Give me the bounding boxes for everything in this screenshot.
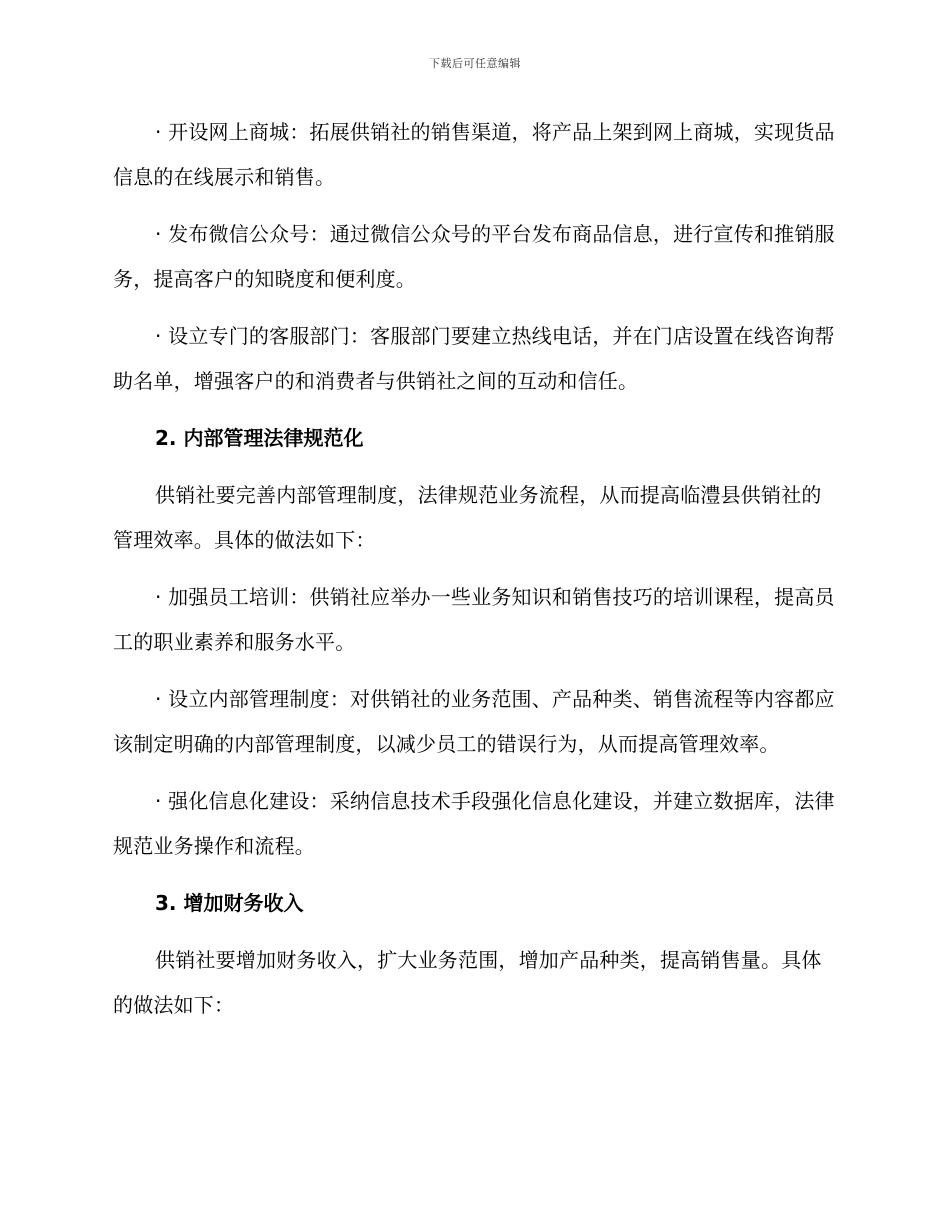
paragraph-informatization: · 强化信息化建设：采纳信息技术手段强化信息化建设，并建立数据库，法律规范业务操作和流程。 <box>113 789 835 858</box>
paragraph-financial-income-intro: 供销社要增加财务收入，扩大业务范围，增加产品种类，提高销售量。具体的做法如下： <box>113 948 822 1017</box>
paragraph-staff-training: · 加强员工培训：供销社应举办一些业务知识和销售技巧的培训课程，提高员工的职业素养和服务水平。 <box>113 585 835 654</box>
paragraph-wechat-account: · 发布微信公众号：通过微信公众号的平台发布商品信息，进行宣传和推销服务，提高客户的知晓度和便利度。 <box>113 222 835 291</box>
paragraph-internal-management-intro: 供销社要完善内部管理制度，法律规范业务流程，从而提高临澧县供销社的管理效率。具体的做法如下： <box>113 483 822 552</box>
section-heading-internal-management: 2. 内部管理法律规范化 <box>155 426 364 450</box>
paragraph-management-system: · 设立内部管理制度：对供销社的业务范围、产品种类、销售流程等内容都应该制定明确的内部管理制度，以减少员工的错误行为，从而提高管理效率。 <box>113 687 835 756</box>
paragraph-online-mall: · 开设网上商城：拓展供销社的销售渠道，将产品上架到网上商城，实现货品信息的在线展示和销售。 <box>113 120 835 189</box>
document-body <box>113 110 835 1040</box>
section-heading-financial-income: 3. 增加财务收入 <box>155 891 304 915</box>
paragraph-customer-service: · 设立专门的客服部门：客服部门要建立热线电话，并在门店设置在线咨询帮助名单，增强客户的和消费者与供销社之间的互动和信任。 <box>113 324 835 393</box>
page-header: 下载后可任意编辑 <box>429 57 521 70</box>
